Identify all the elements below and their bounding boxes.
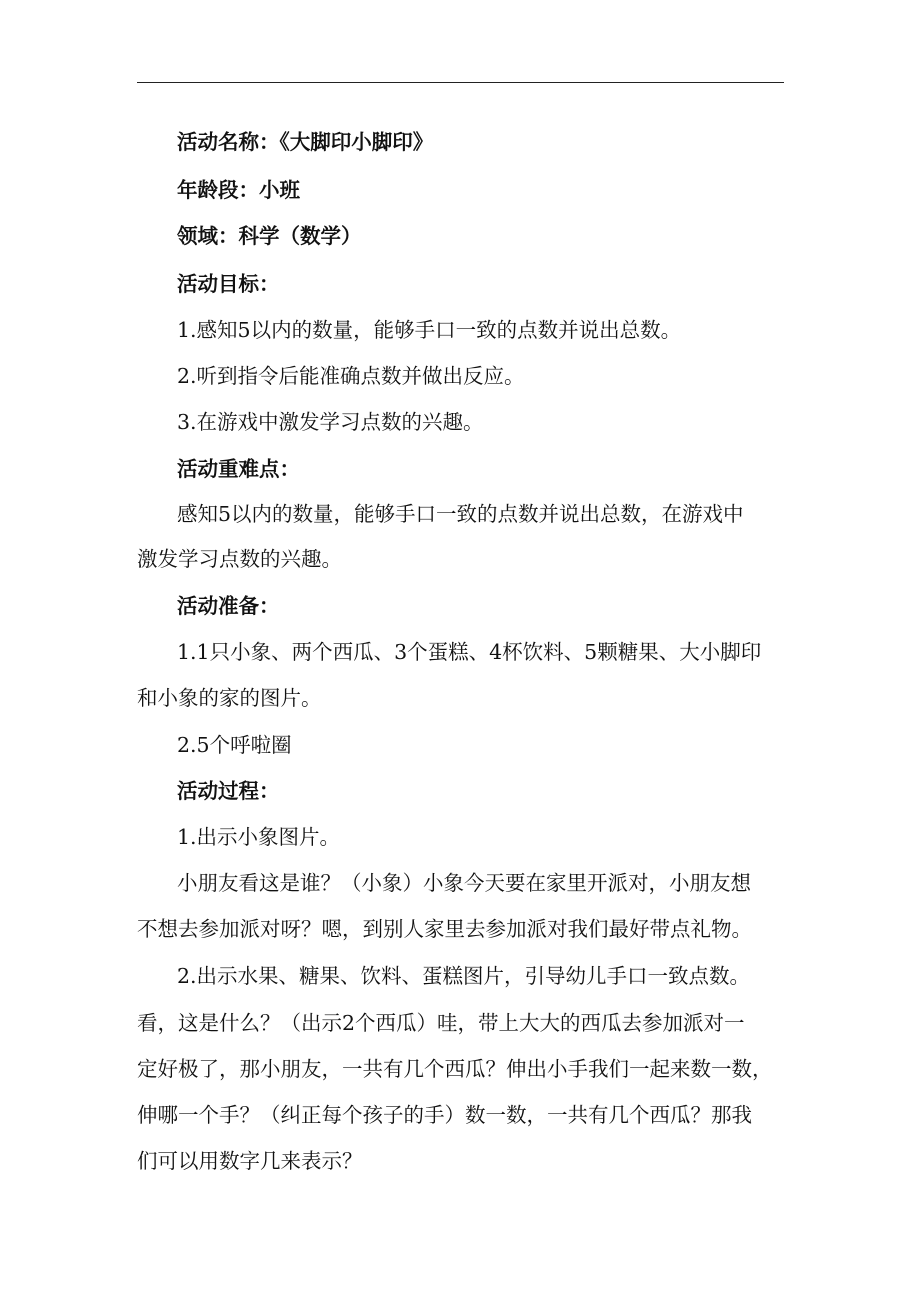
key-points-text: 激发学习点数的兴趣。	[137, 547, 342, 571]
goal-item: 2.听到指令后能准确点数并做出反应。	[177, 364, 525, 388]
process-step: 2.出示水果、糖果、饮料、蛋糕图片，引导幼儿手口一致点数。	[177, 964, 751, 988]
process-step: 1.出示小象图片。	[177, 825, 341, 849]
process-text: 伸哪一个手？（纠正每个孩子的手）数一数，一共有几个西瓜？那我	[137, 1103, 752, 1127]
goal-item: 1.感知5以内的数量，能够手口一致的点数并说出总数。	[177, 318, 682, 342]
process-heading: 活动过程：	[177, 779, 280, 803]
activity-name: 活动名称：《大脚印小脚印》	[177, 130, 434, 154]
preparation-item: 和小象的家的图片。	[137, 686, 322, 710]
goals-heading: 活动目标：	[177, 272, 280, 296]
preparation-item: 1.1只小象、两个西瓜、3个蛋糕、4杯饮料、5颗糖果、大小脚印	[177, 640, 762, 664]
process-text: 小朋友看这是谁？（小象）小象今天要在家里开派对，小朋友想	[177, 871, 751, 895]
preparation-heading: 活动准备：	[177, 594, 280, 618]
goal-item: 3.在游戏中激发学习点数的兴趣。	[177, 410, 484, 434]
age-group: 年龄段：小班	[177, 178, 300, 202]
subject-field: 领域：科学（数学）	[177, 224, 362, 248]
key-points-heading: 活动重难点：	[177, 457, 300, 481]
key-points-text: 感知5以内的数量，能够手口一致的点数并说出总数，在游戏中	[177, 502, 744, 526]
process-text: 看，这是什么？（出示2个西瓜）哇，带上大大的西瓜去参加派对一	[137, 1011, 745, 1035]
preparation-item: 2.5个呼啦圈	[177, 733, 292, 757]
process-text: 定好极了，那小朋友，一共有几个西瓜？伸出小手我们一起来数一数，	[137, 1057, 773, 1081]
process-text: 们可以用数字几来表示？	[137, 1149, 363, 1173]
process-text: 不想去参加派对呀？嗯，到别人家里去参加派对我们最好带点礼物。	[137, 917, 752, 941]
header-rule	[137, 82, 784, 83]
